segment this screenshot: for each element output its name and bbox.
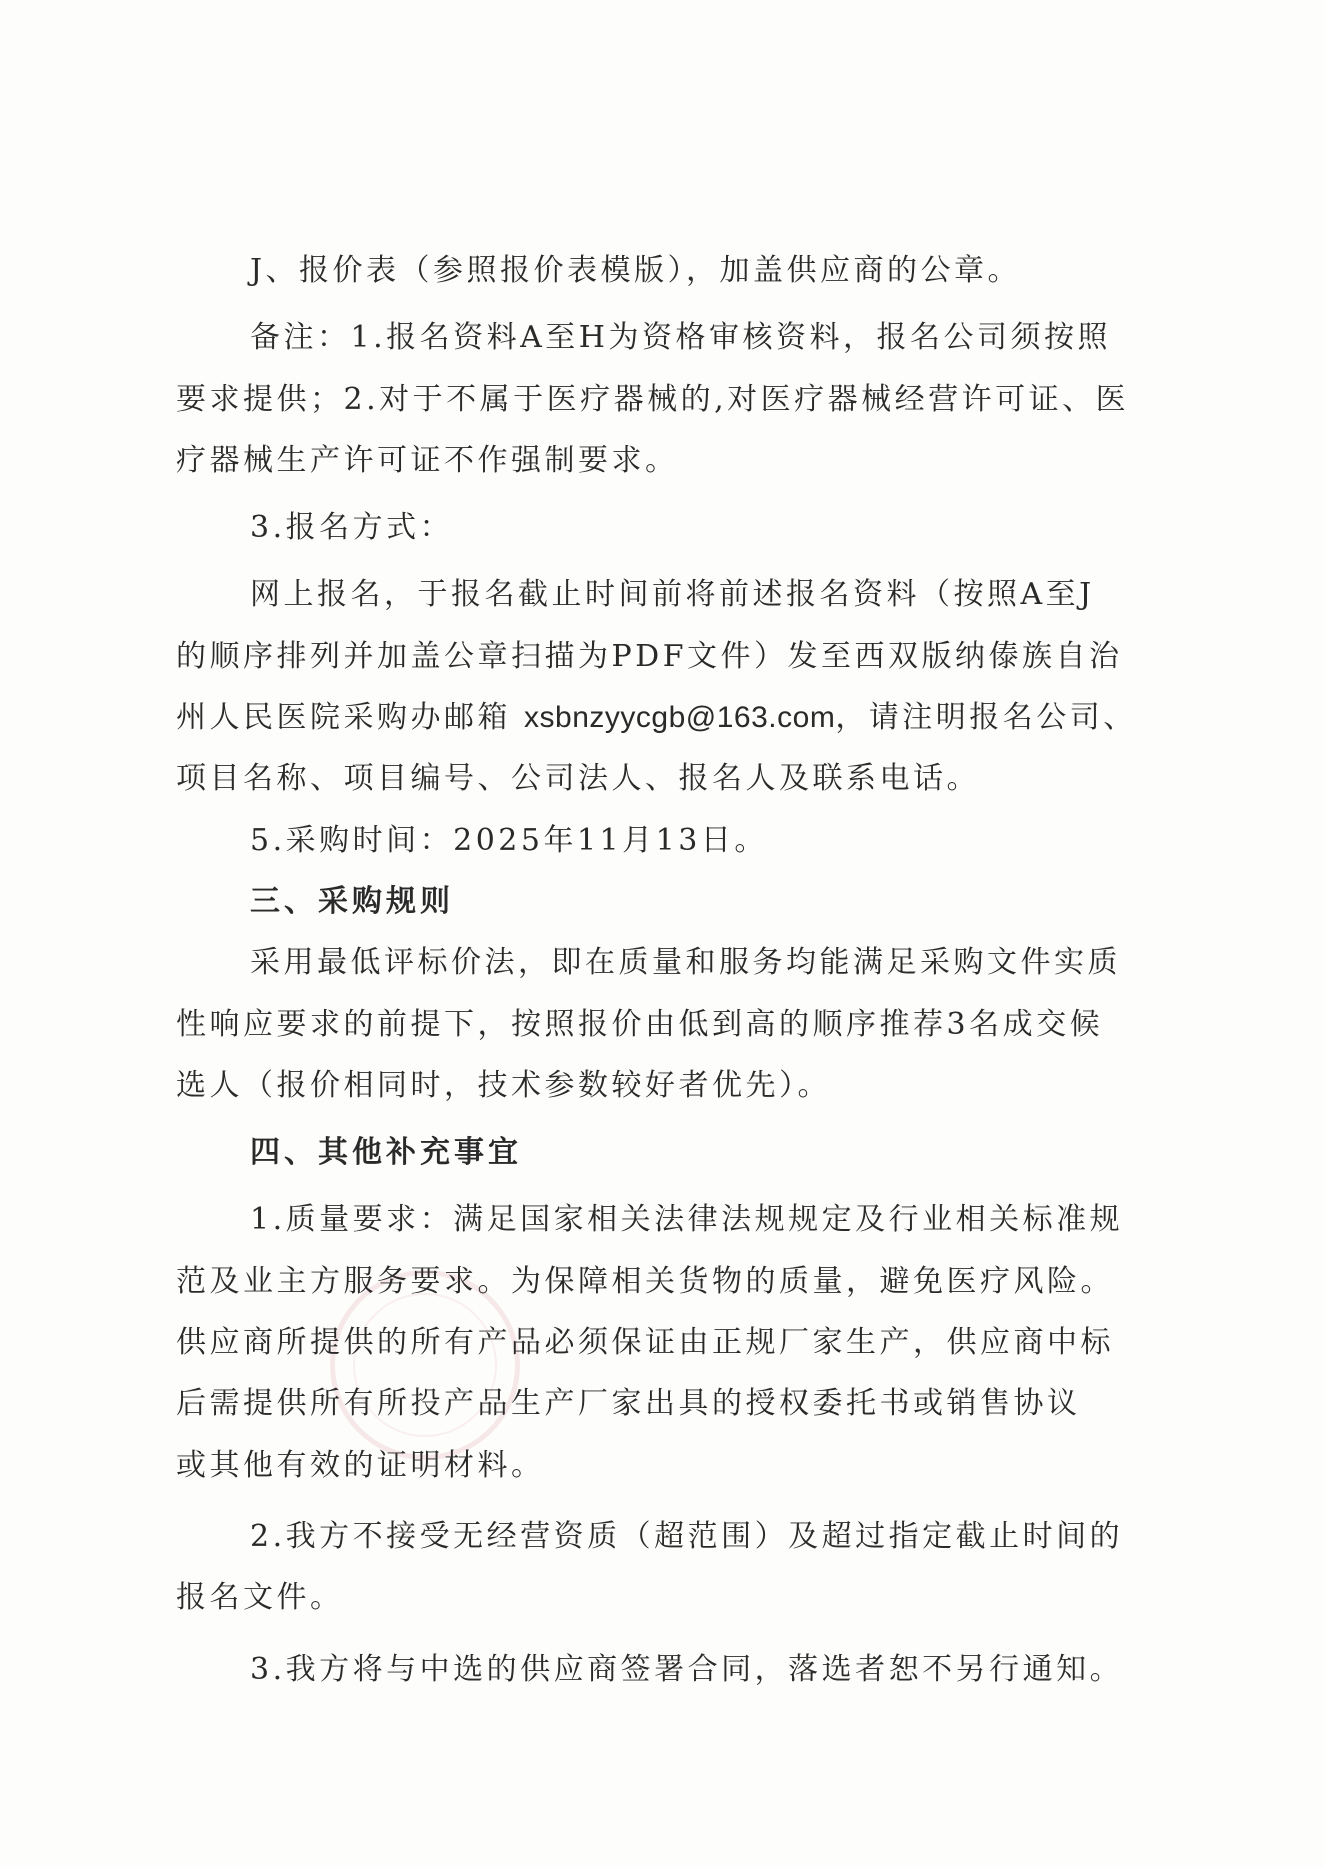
- note-line-1: 备注：1.报名资料A至H为资格审核资料，报名公司须按照: [250, 320, 1111, 356]
- signup-line-1: 网上报名，于报名截止时间前将前述报名资料（按照A至J: [250, 577, 1095, 613]
- rules-line-3: 选人（报价相同时，技术参数较好者优先）。: [176, 1067, 831, 1103]
- signup-method-title: 3.报名方式：: [250, 510, 454, 546]
- rules-line-1: 采用最低评标价法，即在质量和服务均能满足采购文件实质: [250, 945, 1121, 981]
- quality-line-2: 范及业主方服务要求。为保障相关货物的质量，避免医疗风险。: [176, 1263, 1114, 1299]
- item-j-paragraph: J、报价表（参照报价表模版），加盖供应商的公章。: [250, 253, 1022, 288]
- signup-line-3-pre: 州人民医院采购办邮箱: [176, 700, 511, 736]
- item-3-line-1: 3.我方将与中选的供应商签署合同，落选者恕不另行通知。: [250, 1651, 1124, 1687]
- signup-line-2: 的顺序排列并加盖公章扫描为PDF文件）发至西双版纳傣族自治: [176, 638, 1123, 674]
- document-body: [176, 240, 1156, 1700]
- signup-line-3-post: ，请注明报名公司、: [835, 700, 1137, 736]
- item-2-line-2: 报名文件。: [176, 1580, 344, 1616]
- quality-line-5: 或其他有效的证明材料。: [176, 1447, 545, 1483]
- quality-line-1: 1.质量要求：满足国家相关法律法规规定及行业相关标准规: [250, 1202, 1124, 1238]
- item-2-line-1: 2.我方不接受无经营资质（超范围）及超过指定截止时间的: [250, 1518, 1124, 1554]
- purchase-time: 5.采购时间：2025年11月13日。: [250, 822, 768, 858]
- section-4-heading: 四、其他补充事宜: [250, 1135, 522, 1171]
- note-line-3: 疗器械生产许可证不作强制要求。: [176, 442, 679, 478]
- signup-line-4: 项目名称、项目编号、公司法人、报名人及联系电话。: [176, 761, 980, 797]
- quality-line-4: 后需提供所有所投产品生产厂家出具的授权委托书或销售协议: [176, 1386, 1081, 1422]
- signup-line-3: [176, 687, 1156, 748]
- note-line-2: 要求提供；2.对于不属于医疗器械的,对医疗器械经营许可证、医: [176, 381, 1130, 417]
- quality-line-3: 供应商所提供的所有产品必须保证由正规厂家生产，供应商中标: [176, 1325, 1114, 1361]
- section-3-heading: 三、采购规则: [250, 883, 454, 919]
- rules-line-2: 性响应要求的前提下，按照报价由低到高的顺序推荐3名成交候: [176, 1006, 1104, 1042]
- email-address: xsbnzyycgb@163.com: [524, 701, 836, 735]
